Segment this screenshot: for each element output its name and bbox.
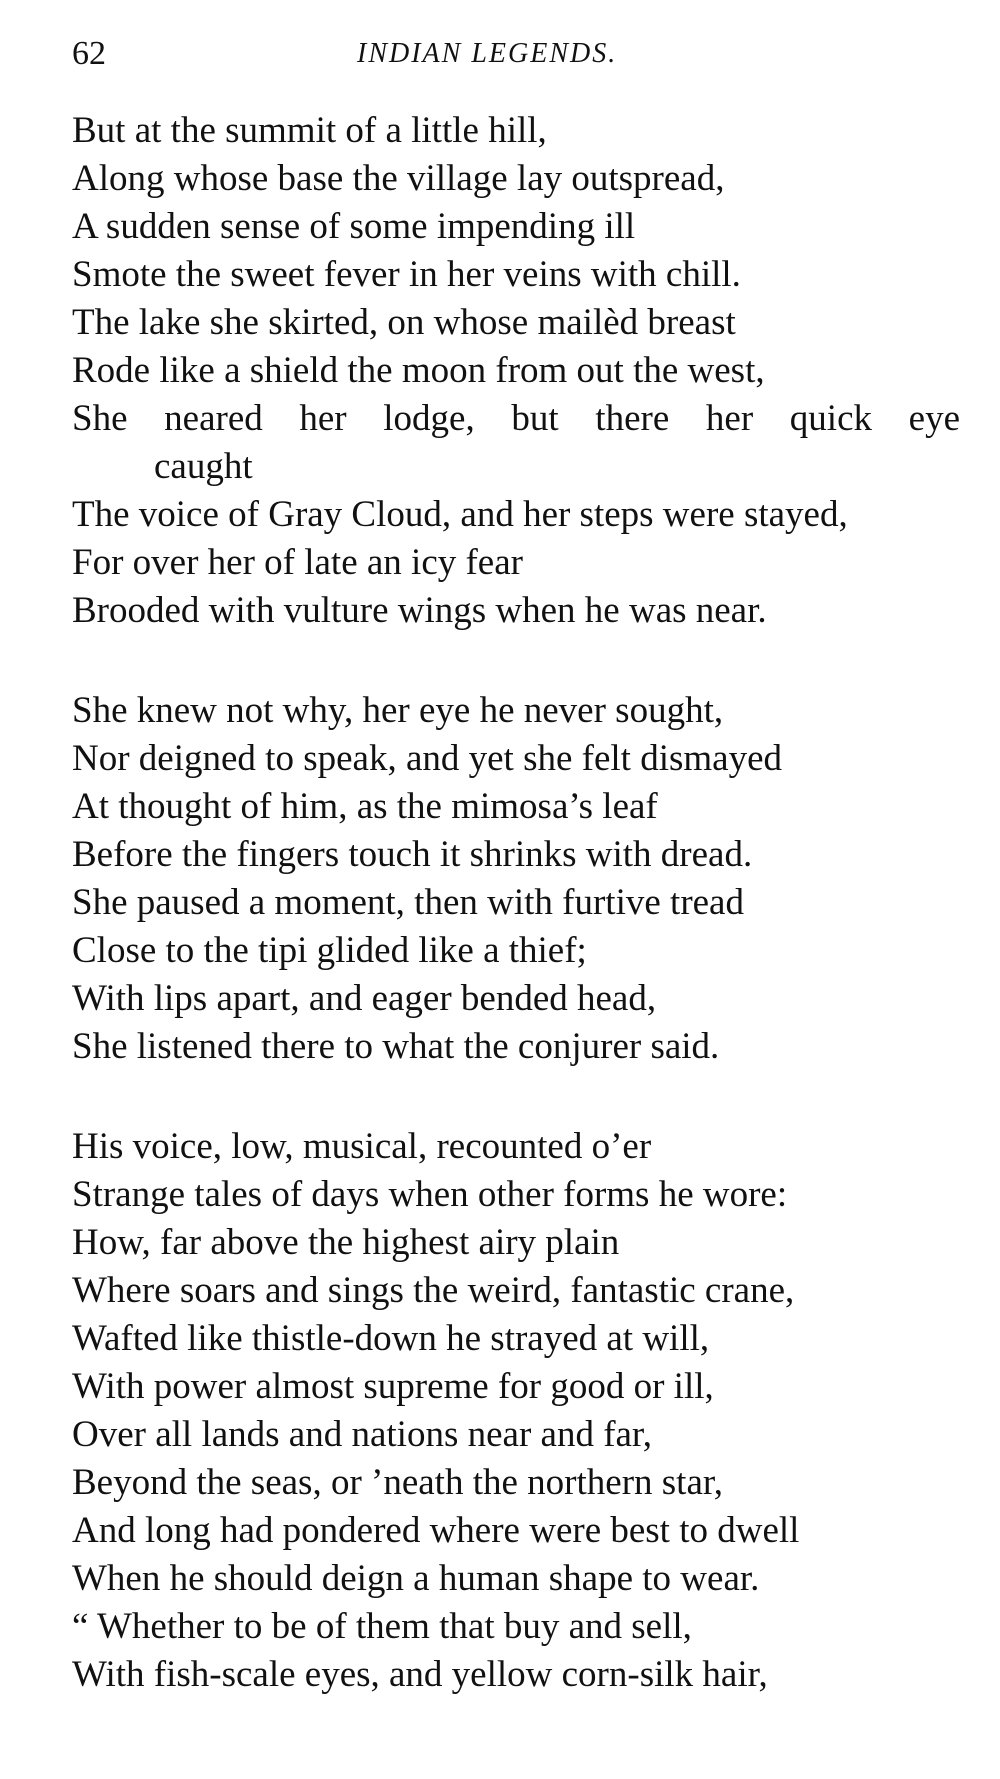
poem-line: Along whose base the village lay outspread,	[72, 158, 725, 199]
stanza-1	[72, 107, 972, 635]
poem-line: Before the fingers touch it shrinks with dread.	[72, 834, 753, 875]
stanza-3	[72, 1123, 972, 1699]
poem-line: She paused a moment, then with furtive tread	[72, 882, 744, 923]
poem-line: Close to the tipi glided like a thief;	[72, 930, 587, 971]
poem-line: For over her of late an icy fear	[72, 542, 523, 583]
poem-line: His voice, low, musical, recounted o’er	[72, 1126, 652, 1167]
poem-line-continuation: caught	[154, 446, 253, 487]
poem-line: The lake she skirted, on whose mailèd breast	[72, 302, 736, 343]
poem-line: How, far above the highest airy plain	[72, 1222, 620, 1263]
poem-line: She knew not why, her eye he never sought,	[72, 690, 724, 731]
poem-line: With fish-scale eyes, and yellow corn-silk hair,	[72, 1654, 768, 1695]
poem-line: Rode like a shield the moon from out the west,	[72, 350, 765, 391]
stanza-2	[72, 687, 972, 1071]
poem-line: Nor deigned to speak, and yet she felt dismayed	[72, 738, 782, 779]
page-number: 62	[72, 35, 106, 72]
page-header	[72, 34, 960, 74]
poem-line: She neared her lodge, but there her quick eye	[72, 398, 960, 439]
poem-line: With lips apart, and eager bended head,	[72, 978, 657, 1019]
poem-line: “ Whether to be of them that buy and sell,	[72, 1606, 692, 1647]
poem-line: A sudden sense of some impending ill	[72, 206, 636, 247]
poem-line: Wafted like thistle-down he strayed at will,	[72, 1318, 710, 1359]
poem-line: With power almost supreme for good or ill,	[72, 1366, 714, 1407]
poem-line: But at the summit of a little hill,	[72, 110, 547, 151]
poem-line: Over all lands and nations near and far,	[72, 1414, 653, 1455]
poem-line: Brooded with vulture wings when he was near.	[72, 590, 767, 631]
poem-text	[72, 107, 972, 1699]
poem-line: And long had pondered where were best to dwell	[72, 1510, 800, 1551]
poem-line: Smote the sweet fever in her veins with chill.	[72, 254, 741, 295]
poem-line: Beyond the seas, or ’neath the northern star,	[72, 1462, 723, 1503]
poem-line: The voice of Gray Cloud, and her steps were stayed,	[72, 494, 848, 535]
poem-line: When he should deign a human shape to wear.	[72, 1558, 760, 1599]
running-title: INDIAN LEGENDS.	[357, 38, 618, 69]
poem-line: She listened there to what the conjurer said.	[72, 1026, 720, 1067]
poem-line: Strange tales of days when other forms he wore:	[72, 1174, 788, 1215]
poem-line: At thought of him, as the mimosa’s leaf	[72, 786, 658, 827]
poem-line: Where soars and sings the weird, fantastic crane,	[72, 1270, 795, 1311]
